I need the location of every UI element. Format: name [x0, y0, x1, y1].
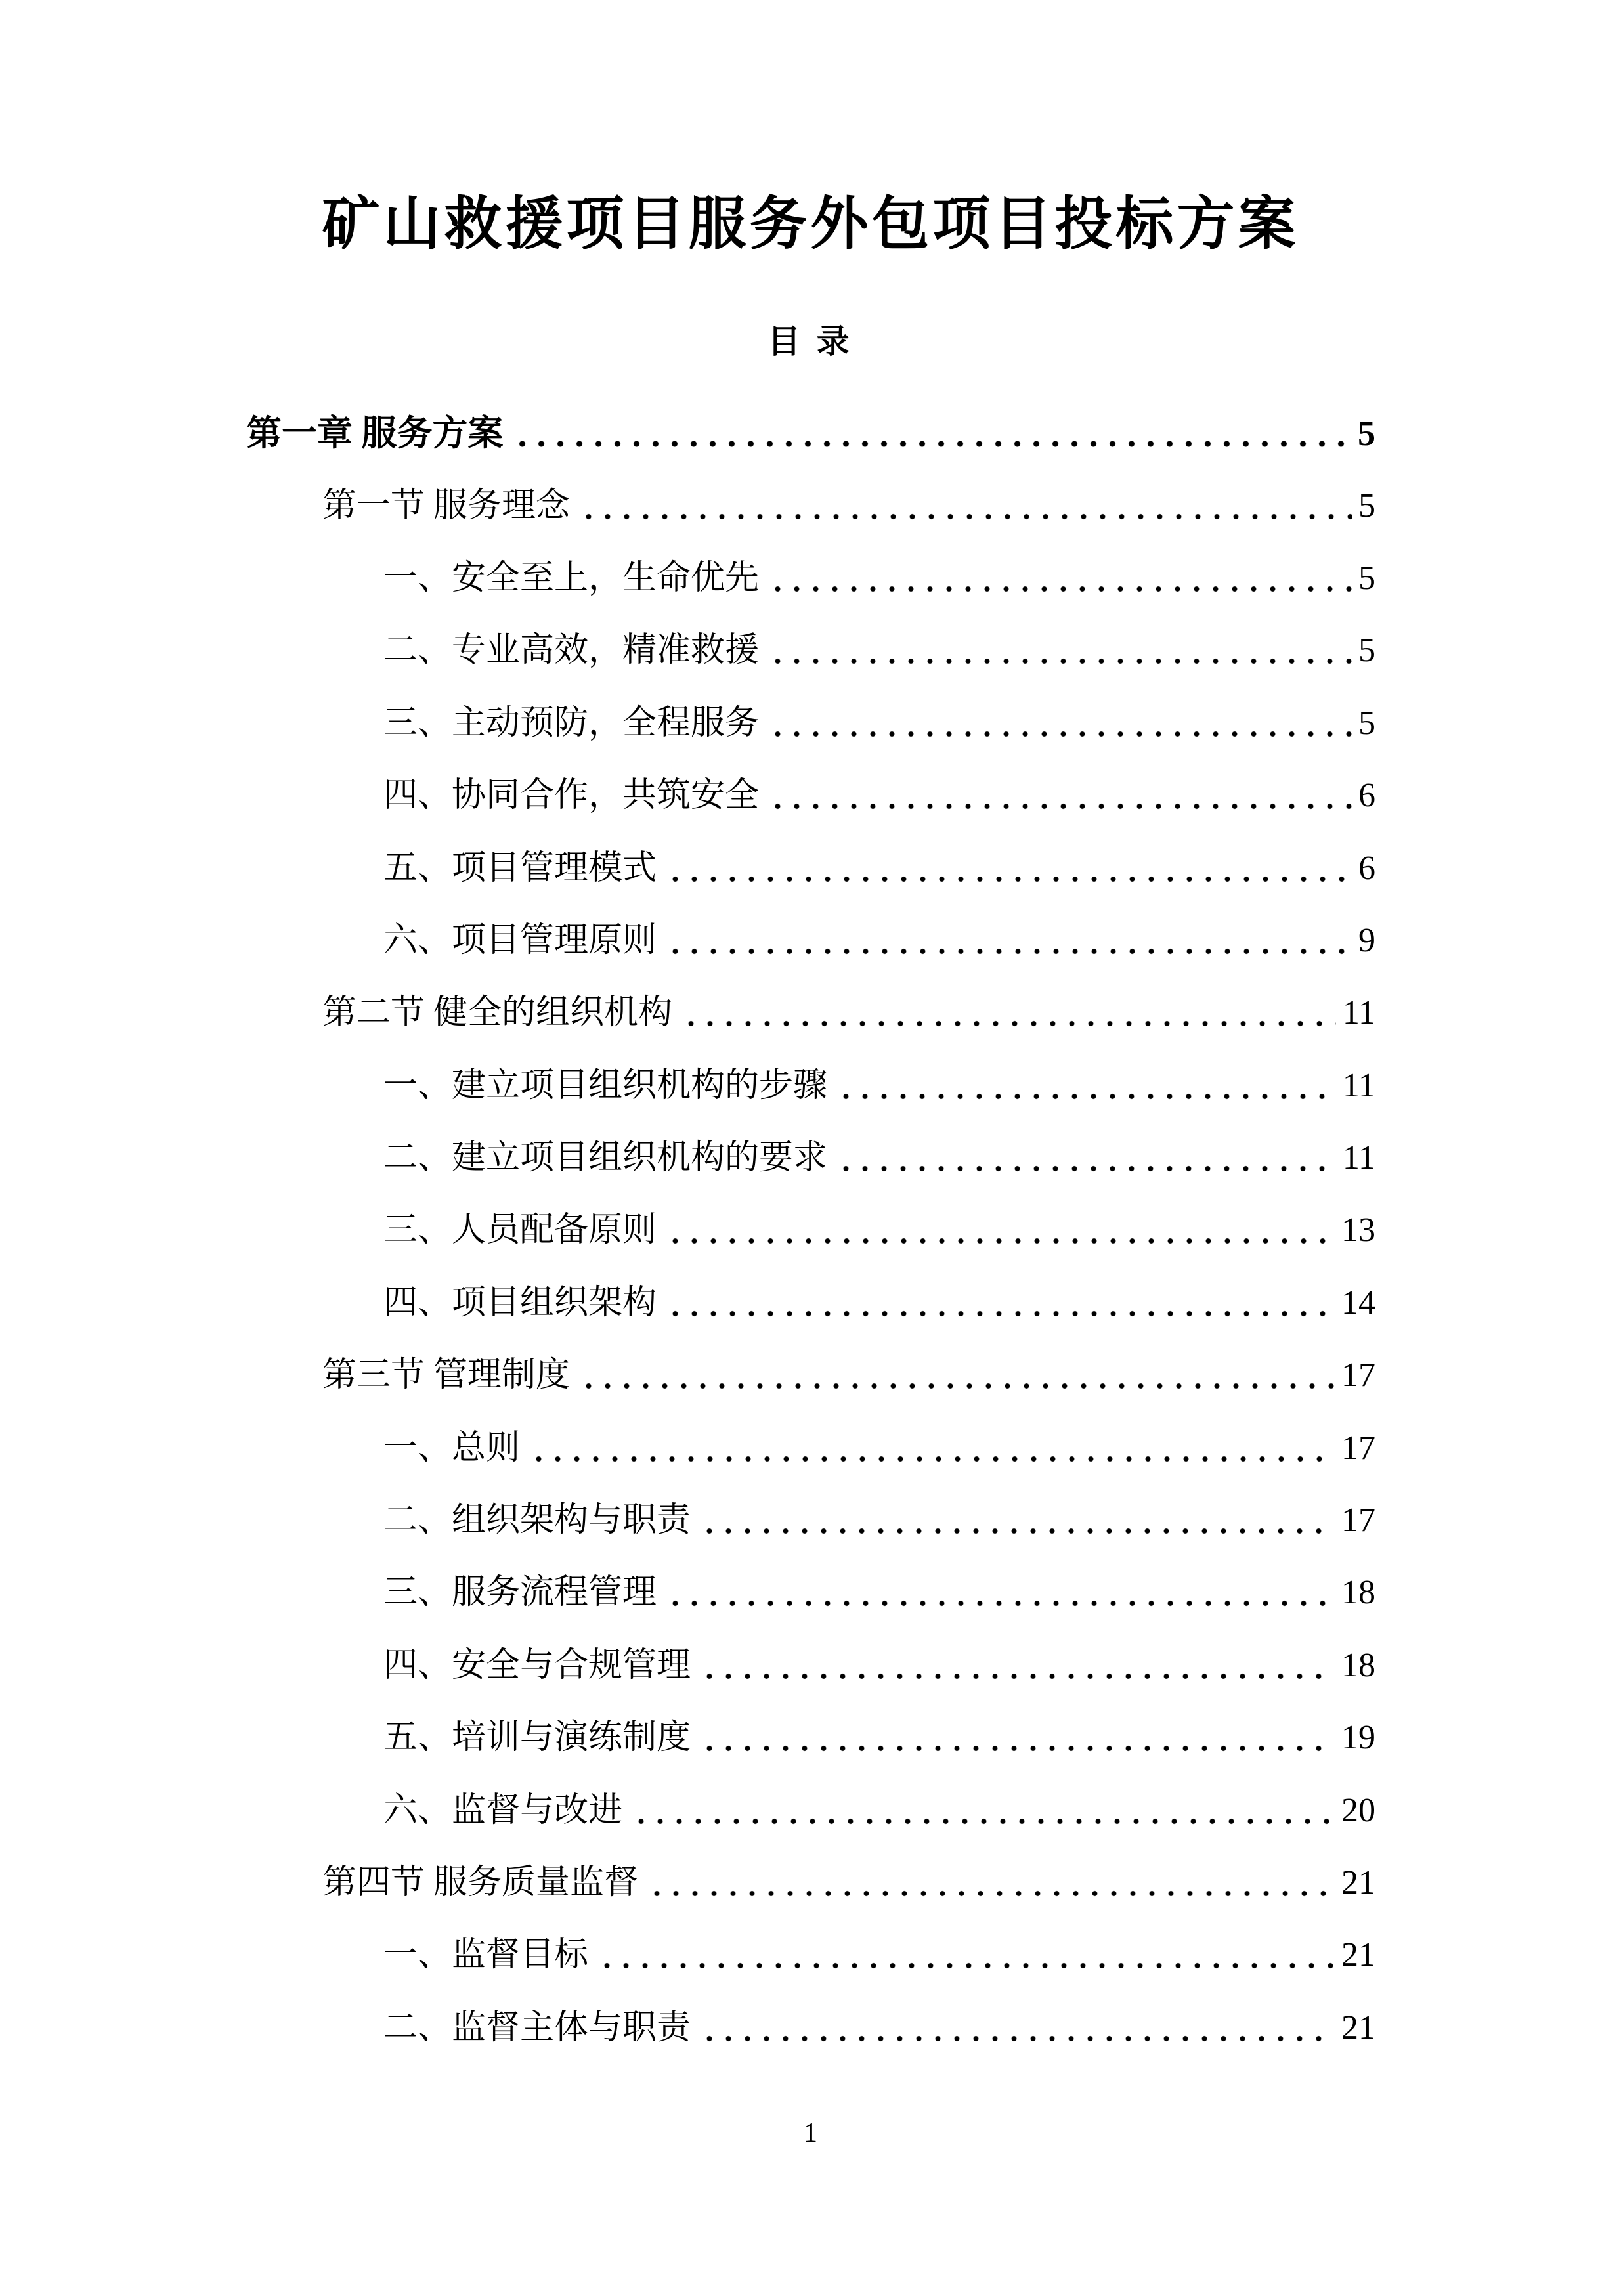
toc-entry-label: 四、协同合作，共筑安全 — [383, 777, 760, 815]
toc-entry-page: 17 — [1341, 1356, 1375, 1395]
toc-entry — [246, 1919, 1375, 1991]
toc-entry — [246, 760, 1375, 832]
toc-entry-label: 第一章 服务方案 — [246, 414, 504, 454]
dot-leader — [597, 1962, 1335, 1970]
toc-entry-page: 18 — [1341, 1574, 1375, 1612]
toc-entry-label: 一、总则 — [383, 1429, 521, 1467]
dot-leader — [529, 1455, 1335, 1463]
dot-leader — [666, 1599, 1335, 1607]
toc-entry-page: 5 — [1358, 632, 1375, 670]
dot-leader — [768, 802, 1352, 810]
toc-entry — [246, 1774, 1375, 1846]
toc-entry-page: 11 — [1342, 994, 1375, 1032]
toc-entry — [246, 1194, 1375, 1267]
toc-entry-page: 18 — [1341, 1646, 1375, 1684]
table-of-contents — [246, 397, 1375, 2064]
toc-entry-label: 第三节 管理制度 — [322, 1356, 571, 1395]
toc-entry-label: 六、监督与改进 — [383, 1791, 623, 1829]
toc-entry — [246, 1412, 1375, 1484]
dot-leader — [768, 657, 1352, 665]
toc-entry — [246, 1484, 1375, 1557]
toc-entry-label: 二、专业高效，精准救援 — [383, 632, 760, 670]
toc-entry-page: 5 — [1358, 559, 1375, 597]
toc-entry — [246, 977, 1375, 1049]
toc-entry-page: 6 — [1358, 849, 1375, 887]
toc-entry — [246, 905, 1375, 977]
dot-leader — [666, 1310, 1335, 1318]
toc-entry — [246, 1339, 1375, 1412]
dot-leader — [632, 1817, 1335, 1825]
toc-entry-page: 11 — [1342, 1066, 1375, 1104]
toc-entry-page: 5 — [1358, 487, 1375, 525]
toc-entry-label: 二、建立项目组织机构的要求 — [383, 1139, 828, 1177]
dot-leader — [666, 1237, 1335, 1245]
toc-entry-page: 21 — [1341, 1864, 1375, 1901]
toc-entry — [246, 1630, 1375, 1702]
toc-entry-label: 三、主动预防，全程服务 — [383, 704, 760, 742]
dot-leader — [647, 1890, 1335, 1897]
toc-entry-page: 14 — [1341, 1284, 1375, 1322]
toc-entry — [246, 615, 1375, 687]
toc-entry-page: 5 — [1358, 414, 1375, 454]
dot-leader — [700, 1744, 1335, 1752]
toc-entry — [246, 1702, 1375, 1774]
toc-entry-label: 三、服务流程管理 — [383, 1574, 657, 1612]
toc-entry — [246, 687, 1375, 760]
toc-entry-page: 11 — [1342, 1139, 1375, 1177]
toc-entry — [246, 1992, 1375, 2064]
toc-entry — [246, 542, 1375, 615]
toc-entry-label: 一、安全至上，生命优先 — [383, 559, 760, 597]
toc-entry-page: 19 — [1341, 1719, 1375, 1757]
toc-entry-label: 五、项目管理模式 — [383, 849, 657, 887]
toc-entry-label: 五、培训与演练制度 — [383, 1719, 691, 1757]
toc-entry-label: 四、安全与合规管理 — [383, 1646, 691, 1684]
toc-entry-label: 第一节 服务理念 — [322, 487, 571, 525]
toc-entry-label: 一、建立项目组织机构的步骤 — [383, 1066, 828, 1104]
dot-leader — [681, 1020, 1336, 1028]
toc-entry-label: 三、人员配备原则 — [383, 1211, 657, 1249]
dot-leader — [836, 1093, 1336, 1100]
toc-entry-page: 6 — [1358, 777, 1375, 815]
dot-leader — [513, 440, 1352, 448]
dot-leader — [700, 1672, 1335, 1680]
toc-entry — [246, 469, 1375, 542]
toc-entry — [246, 397, 1375, 469]
toc-entry — [246, 1050, 1375, 1122]
toc-entry — [246, 1267, 1375, 1339]
toc-entry-page: 20 — [1341, 1791, 1375, 1829]
page-title: 矿山救援项目服务外包项目投标方案 — [322, 193, 1299, 257]
dot-leader — [700, 1527, 1335, 1535]
toc-entry — [246, 1557, 1375, 1629]
dot-leader — [579, 1382, 1335, 1390]
toc-entry — [246, 832, 1375, 904]
toc-entry-label: 二、监督主体与职责 — [383, 2008, 691, 2047]
toc-entry-page: 9 — [1358, 921, 1375, 959]
dot-leader — [768, 730, 1352, 738]
dot-leader — [836, 1165, 1336, 1173]
dot-leader — [666, 947, 1352, 955]
toc-entry-page: 21 — [1341, 1936, 1375, 1974]
toc-entry-page: 17 — [1341, 1502, 1375, 1540]
dot-leader — [579, 513, 1352, 521]
toc-entry — [246, 1122, 1375, 1194]
toc-entry-page: 13 — [1341, 1211, 1375, 1249]
toc-entry-page: 21 — [1341, 2008, 1375, 2047]
toc-heading: 目 录 — [767, 323, 854, 360]
toc-entry-label: 六、项目管理原则 — [383, 921, 657, 959]
dot-leader — [768, 585, 1352, 593]
toc-entry-page: 5 — [1358, 704, 1375, 742]
toc-entry-label: 一、监督目标 — [383, 1936, 589, 1974]
toc-entry — [246, 1847, 1375, 1919]
page-number-footer: 1 — [804, 2118, 817, 2148]
toc-entry-label: 第二节 健全的组织机构 — [322, 994, 673, 1032]
toc-entry-label: 第四节 服务质量监督 — [322, 1864, 639, 1901]
toc-entry-page: 17 — [1341, 1429, 1375, 1467]
dot-leader — [700, 2035, 1335, 2043]
dot-leader — [666, 875, 1352, 883]
toc-entry-label: 二、组织架构与职责 — [383, 1502, 691, 1540]
toc-entry-label: 四、项目组织架构 — [383, 1284, 657, 1322]
